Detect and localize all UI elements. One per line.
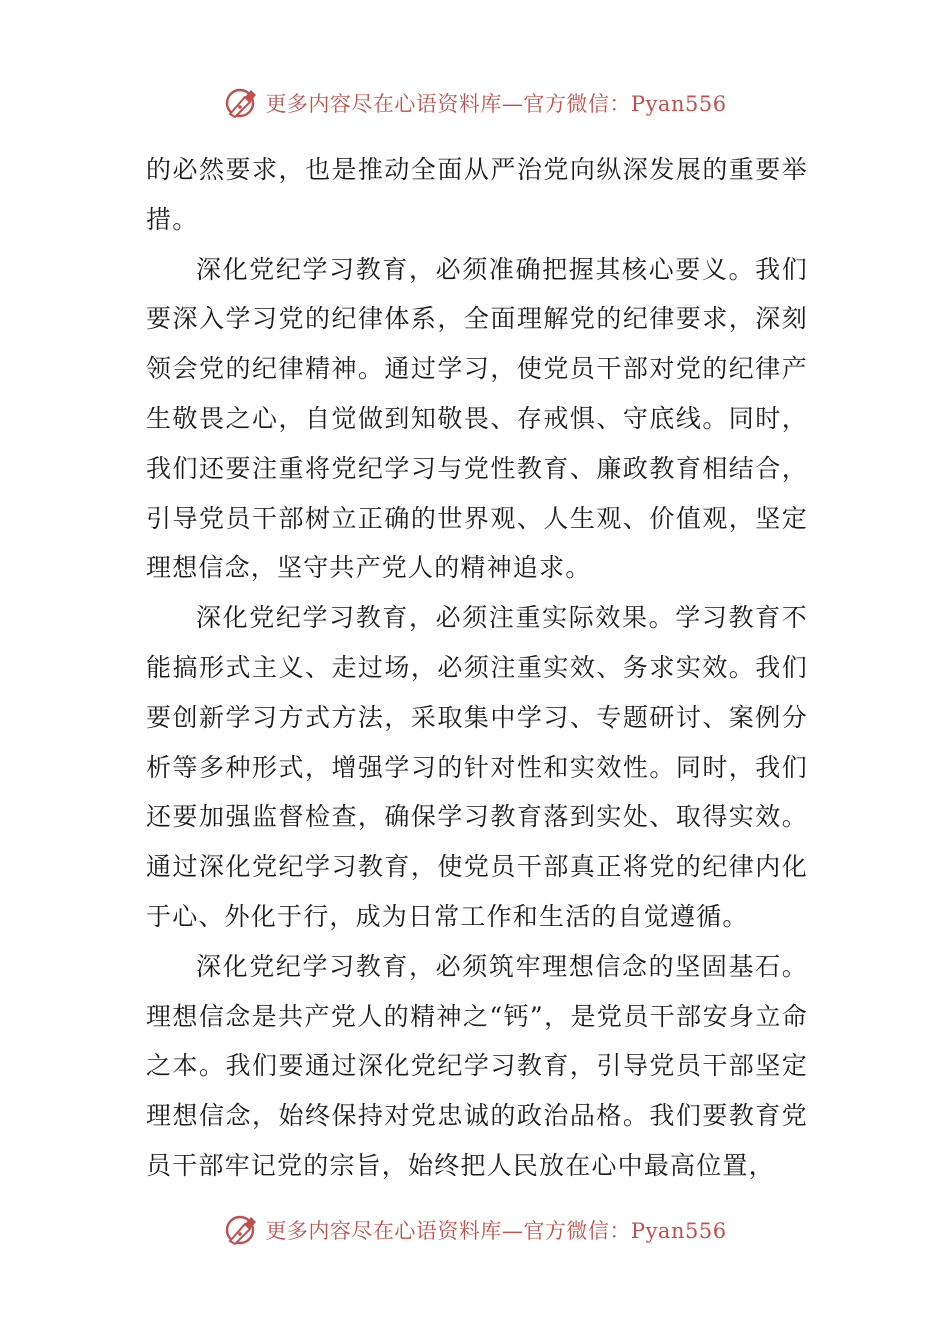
document-body <box>146 145 808 1191</box>
footer-banner-text: 更多内容尽在心语资料库—官方微信：Pyan556 <box>265 1219 727 1243</box>
header-banner-text: 更多内容尽在心语资料库—官方微信：Pyan556 <box>265 92 727 116</box>
footer-banner <box>0 1205 950 1255</box>
pen-nib-logo-icon <box>223 85 259 121</box>
paragraph-continuation: 的必然要求，也是推动全面从严治党向纵深发展的重要举措。 <box>146 155 808 234</box>
paragraph-ideals-beliefs: 深化党纪学习教育，必须筑牢理想信念的坚固基石。理想信念是共产党人的精神之“钙”，是党员干部安身立命之本。我们要通过深化党纪学习教育，引导党员干部坚定理想信念，始终保持对党忠诚的政治品格。我们要教育党员干部牢记党的宗旨，始终把人民放在心中最高位置， <box>146 951 808 1180</box>
paragraph-core-meaning: 深化党纪学习教育，必须准确把握其核心要义。我们要深入学习党的纪律体系，全面理解党的纪律要求，深刻领会党的纪律精神。通过学习，使党员干部对党的纪律产生敬畏之心，自觉做到知敬畏、存戒惧、守底线。同时，我们还要注重将党纪学习与党性教育、廉政教育相结合，引导党员干部树立正确的世界观、人生观、价值观，坚定理想信念，坚守共产党人的精神追求。 <box>146 254 808 583</box>
header-banner <box>0 78 950 128</box>
pen-nib-logo-icon <box>223 1212 259 1248</box>
paragraph-practical-effect: 深化党纪学习教育，必须注重实际效果。学习教育不能搞形式主义、走过场，必须注重实效、务求实效。我们要创新学习方式方法，采取集中学习、专题研讨、案例分析等多种形式，增强学习的针对性和实效性。同时，我们还要加强监督检查，确保学习教育落到实处、取得实效。通过深化党纪学习教育，使党员干部真正将党的纪律内化于心、外化于行，成为日常工作和生活的自觉遵循。 <box>146 603 808 931</box>
